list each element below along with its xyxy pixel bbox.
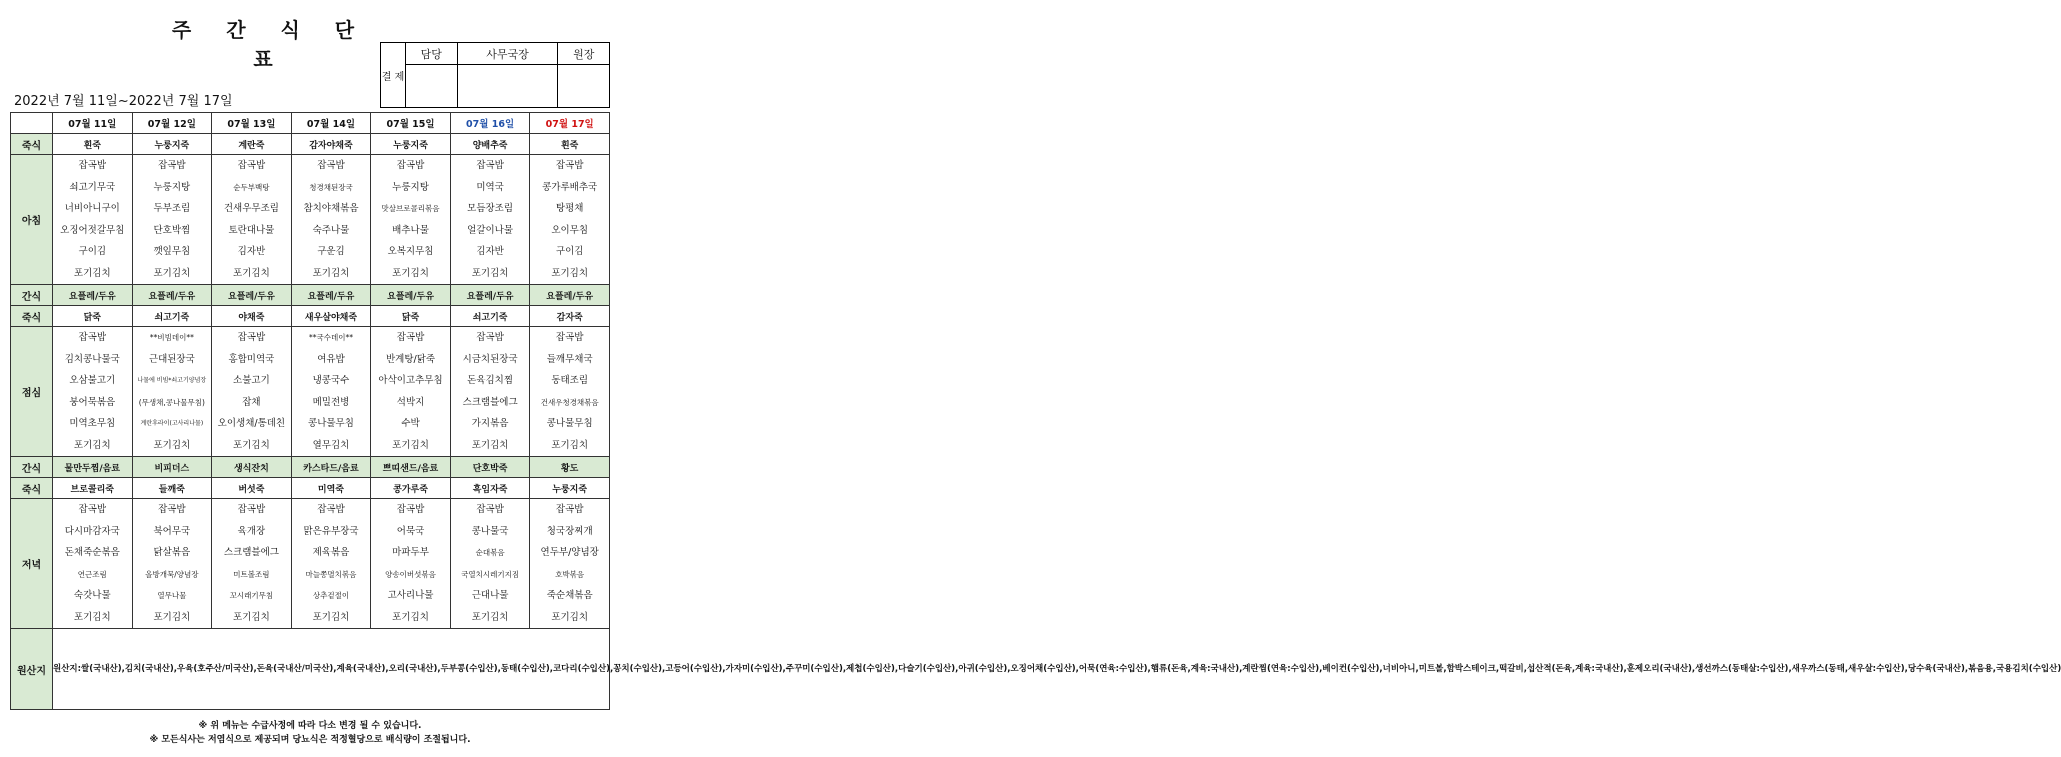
meal-cell — [212, 499, 292, 629]
dish: 소불고기 — [233, 375, 270, 386]
dish: 잡곡밥 — [78, 332, 107, 343]
approval-side-label: 결 제 — [381, 43, 406, 108]
meal-cell — [530, 327, 610, 457]
porridge-cell: 계란죽 — [212, 134, 292, 155]
approval-sign-director[interactable] — [558, 65, 610, 108]
dish: 오이무침 — [551, 224, 589, 236]
dish: 나물에 비빔*쇠고기양념장 — [137, 377, 207, 384]
dish: 호박볶음 — [555, 569, 585, 579]
dish: 시금치된장국 — [462, 353, 518, 365]
meal-cell — [450, 499, 530, 629]
day-header-row — [11, 113, 610, 134]
dish: 순두부백탕 — [233, 182, 270, 192]
porridge-cell: 쇠고기죽 — [450, 306, 530, 327]
dish: 포기김치 — [312, 611, 350, 623]
snack-cell: 비피더스 — [132, 457, 212, 478]
dish: 오삼불고기 — [69, 375, 116, 386]
dish: 잡곡밥 — [317, 160, 345, 171]
porridge-cell: 브로콜리죽 — [53, 478, 133, 499]
dish: 스크램블에그 — [223, 547, 279, 558]
dish: 상추겉절이 — [312, 591, 350, 600]
dish: 잡곡밥 — [396, 332, 425, 343]
porridge-cell: 감자죽 — [530, 306, 610, 327]
dish: 미역국 — [476, 181, 504, 193]
dish: 미역초무침 — [69, 418, 116, 429]
meal-cell — [212, 327, 292, 457]
dish: 건새우청경채볶음 — [540, 397, 599, 407]
dish: 북어무국 — [153, 525, 191, 537]
dish: 수박 — [401, 418, 420, 429]
porridge-cell: 야채죽 — [212, 306, 292, 327]
snack-cell: 요플레/두유 — [291, 285, 371, 306]
breakfast-row — [11, 155, 610, 285]
dish: 누룽지탕 — [392, 181, 429, 193]
dish: 포기김치 — [233, 611, 270, 623]
dish: 참치야채볶음 — [303, 203, 359, 214]
meal-cell — [371, 155, 451, 285]
dish: 반계탕/닭죽 — [385, 353, 436, 365]
dish: 잡곡밥 — [555, 160, 584, 171]
dish: 포기김치 — [471, 267, 509, 279]
approval-col-manager: 사무국장 — [457, 43, 558, 65]
snack-cell: 황도 — [530, 457, 610, 478]
meal-cell — [450, 327, 530, 457]
dish: 포기김치 — [233, 439, 270, 451]
dish: 맑은유부장국 — [303, 525, 359, 537]
dish: 잡곡밥 — [78, 504, 107, 515]
porridge-cell: 양배추죽 — [450, 134, 530, 155]
dinner-row — [11, 499, 610, 629]
dish: 어묵국 — [396, 525, 425, 537]
dish: 닭살볶음 — [153, 547, 191, 558]
meal-cell — [132, 327, 212, 457]
meal-cell — [371, 327, 451, 457]
dish: 포기김치 — [551, 267, 589, 279]
porridge-cell: 들깨죽 — [132, 478, 212, 499]
dish: 연근조림 — [77, 569, 107, 579]
meal-cell — [212, 155, 292, 285]
lunch-row — [11, 327, 610, 457]
snack-cell: 요플레/두유 — [530, 285, 610, 306]
dish: 메밀전병 — [312, 396, 350, 408]
dish: 꼬시래기무침 — [229, 591, 274, 600]
dish: 탕평채 — [555, 203, 584, 214]
dish: 마파두부 — [392, 547, 429, 558]
dish: 포기김치 — [73, 439, 111, 451]
dish: 포기김치 — [233, 267, 270, 279]
dish: 김치콩나물국 — [64, 353, 120, 365]
meal-cell — [530, 155, 610, 285]
porridge-cell: 누룽지죽 — [132, 134, 212, 155]
dish: 제육볶음 — [312, 547, 350, 558]
dish: 포기김치 — [153, 267, 191, 279]
dish: 잡곡밥 — [476, 160, 504, 171]
dish: 두부조림 — [153, 203, 191, 214]
snack-cell: 카스타드/음료 — [291, 457, 371, 478]
dish: 근대나물 — [471, 590, 509, 601]
row-label: 점심 — [11, 327, 53, 457]
dish: 숙주나물 — [312, 224, 350, 236]
dish: 올방개묵/양념장 — [145, 569, 199, 579]
porridge-cell: 흰죽 — [53, 134, 133, 155]
porridge-cell: 버섯죽 — [212, 478, 292, 499]
dish: 콩나물국 — [471, 525, 509, 537]
snack-cell: 요플레/두유 — [212, 285, 292, 306]
snack-cell: 쁘띠샌드/음료 — [371, 457, 451, 478]
dish: 건새우무조림 — [223, 203, 279, 214]
dish: 콩나물무침 — [308, 418, 354, 429]
porridge-cell: 흰죽 — [530, 134, 610, 155]
meal-cell — [291, 155, 371, 285]
porridge-cell: 미역죽 — [291, 478, 371, 499]
origin-row — [11, 629, 610, 710]
porridge-cell: 흑임자죽 — [450, 478, 530, 499]
dish: 단호박찜 — [153, 224, 191, 236]
menu-period: 2022년 7월 11일~2022년 7월 17일 — [14, 94, 233, 109]
snack-cell: 요플레/두유 — [53, 285, 133, 306]
meal-cell — [132, 155, 212, 285]
snack-cell: 요플레/두유 — [371, 285, 451, 306]
dish: 가지볶음 — [471, 418, 509, 429]
dish: 쇠고기무국 — [69, 181, 116, 193]
approval-sign-staff[interactable] — [406, 65, 458, 108]
dish: 포기김치 — [471, 439, 509, 451]
dish: 포기김치 — [551, 439, 589, 451]
dish: 미트볼조림 — [233, 569, 270, 579]
dish: 오이생채/통데친 — [217, 418, 286, 429]
day-header: 07월 15일 — [371, 113, 451, 134]
dish: 연두부/양념장 — [540, 547, 599, 558]
dish: 돈채죽순볶음 — [64, 547, 120, 558]
dish: 포기김치 — [312, 267, 350, 279]
dish: 잡채 — [242, 396, 261, 408]
dish: 포기김치 — [73, 267, 111, 279]
dish: 포기김치 — [153, 439, 191, 451]
dish: 잡곡밥 — [317, 504, 345, 515]
row-label: 죽식 — [11, 306, 53, 327]
dish: 콩가루배추국 — [542, 181, 598, 193]
dish: 잡곡밥 — [476, 504, 504, 515]
dish: 포기김치 — [392, 611, 429, 623]
snack-cell: 단호박죽 — [450, 457, 530, 478]
row-label: 죽식 — [11, 134, 53, 155]
dish: 토란대나물 — [228, 224, 275, 236]
dish: 열무김치 — [312, 439, 350, 451]
porridge-cell: 콩가루죽 — [371, 478, 451, 499]
dish: 포기김치 — [73, 611, 111, 623]
dish: 육개장 — [237, 525, 266, 537]
dish: 잡곡밥 — [555, 332, 584, 343]
dish: 누룽지탕 — [153, 181, 191, 193]
dish: 열무나물 — [157, 591, 187, 600]
meal-cell — [450, 155, 530, 285]
row-label: 원산지 — [11, 629, 53, 710]
footnote-menu-change: ※ 위 메뉴는 수급사정에 따라 다소 변경 될 수 있습니다. — [198, 721, 422, 731]
lunch-porridge-row — [11, 306, 610, 327]
dish: 포기김치 — [392, 267, 429, 279]
dish: 숙갓나물 — [73, 590, 111, 601]
footnote-diet-info: ※ 모든식사는 저염식으로 제공되며 당뇨식은 적정혈당으로 배식량이 조절됩니다. — [149, 735, 471, 745]
dish: **국수데이** — [308, 333, 353, 342]
dish: 아삭이고추무침 — [378, 375, 443, 386]
dish: 잡곡밥 — [78, 160, 107, 171]
row-label: 죽식 — [11, 478, 53, 499]
porridge-cell: 쇠고기죽 — [132, 306, 212, 327]
dish: 맛살브로콜리볶음 — [381, 204, 440, 213]
origin-info: 원산지:쌀(국내산),김치(국내산),우육(호주산/미국산),돈육(국내산/미국산),계육(국내산),오리(국내산),두부콩(수입산),동태(수입산),코다리(수입산),꽁치(수입산),고등어(수입산),가자미(수입산),주꾸미(수입산),제첩(수입산),다슬기(수입산),아귀(수입산),오징어채(수입산),어묵(연육:수입산),햄류(돈육,계육:국내산),계란찜(연육:수입산),베이컨(수입산),너비아니,미트볼,함박스테이크,떡갈비,섭산적(돈육,계육:국내산),훈제오리(국내산),생선까스(동태살:수입산),새우까스(동태,새우살:수입산),당수육(국내산),볶음용,국용김치(수입산) — [53, 629, 610, 710]
dinner-porridge-row — [11, 478, 610, 499]
dish: 죽순채볶음 — [546, 590, 593, 601]
dish: 잡곡밥 — [555, 504, 584, 515]
dish: 김자반 — [476, 246, 504, 257]
day-header-saturday: 07월 16일 — [450, 113, 530, 134]
dish: 김자반 — [237, 246, 266, 257]
day-header: 07월 11일 — [53, 113, 133, 134]
dish: 돈육김치찜 — [467, 375, 514, 386]
dish: 배추나물 — [392, 224, 429, 236]
day-header-sunday: 07월 17일 — [530, 113, 610, 134]
day-header: 07월 13일 — [212, 113, 292, 134]
dish: 너비아니구이 — [64, 203, 120, 214]
dish: 잡곡밥 — [237, 332, 266, 343]
dish: 스크램블에그 — [462, 396, 518, 408]
meal-cell — [132, 499, 212, 629]
meal-cell — [53, 327, 133, 457]
weekly-menu-table — [10, 112, 2061, 710]
meal-cell — [53, 155, 133, 285]
porridge-cell: 감자야채죽 — [291, 134, 371, 155]
day-header: 07월 14일 — [291, 113, 371, 134]
approval-table — [380, 42, 610, 108]
row-label: 간식 — [11, 285, 53, 306]
dish: 구이김 — [555, 246, 584, 257]
day-header: 07월 12일 — [132, 113, 212, 134]
meal-cell — [530, 499, 610, 629]
dish: 여유밥 — [317, 353, 345, 365]
snack-cell: 요플레/두유 — [450, 285, 530, 306]
dish: 마늘쫑멸치볶음 — [305, 569, 357, 579]
snack-cell: 생식잔치 — [212, 457, 292, 478]
page-title: 주 간 식 단 표 — [171, 18, 369, 71]
dish: 청국장찌개 — [546, 525, 593, 537]
dish: 홍합미역국 — [228, 353, 275, 365]
dish: 순대볶음 — [475, 548, 505, 557]
dish: 오복지무침 — [387, 246, 434, 257]
breakfast-porridge-row — [11, 134, 610, 155]
porridge-cell: 누룽지죽 — [530, 478, 610, 499]
dish: 잡곡밥 — [237, 504, 266, 515]
meal-cell — [291, 327, 371, 457]
dish: 고사리나물 — [387, 590, 434, 601]
snack-afternoon-row — [11, 457, 610, 478]
dish: 모듬장조림 — [467, 203, 514, 214]
row-label: 저녁 — [11, 499, 53, 629]
snack-cell: 요플레/두유 — [132, 285, 212, 306]
dish: 콩나물무침 — [546, 418, 593, 429]
dish: 잡곡밥 — [396, 160, 425, 171]
dish: 깻잎무침 — [153, 246, 191, 257]
porridge-cell: 누룽지죽 — [371, 134, 451, 155]
dish: 계란후라이(고사리나물) — [140, 420, 204, 427]
dish: 오징어젓갈무침 — [60, 224, 125, 236]
snack-morning-row — [11, 285, 610, 306]
dish: 청경채된장국 — [309, 182, 353, 192]
meal-cell — [53, 499, 133, 629]
dish: 국열치시레기지짐 — [461, 569, 520, 579]
dish: 잡곡밥 — [476, 332, 504, 343]
dish: 잡곡밥 — [237, 160, 266, 171]
dish: 잡곡밥 — [158, 504, 186, 515]
dish: 포기김치 — [153, 611, 191, 623]
dish: **비빔데이** — [149, 333, 194, 342]
dish: 냉콩국수 — [312, 375, 350, 386]
dish: (무생채,콩나물무침) — [138, 397, 205, 407]
dish: 붕어묵볶음 — [69, 396, 116, 408]
dish: 잡곡밥 — [158, 160, 186, 171]
dish: 포기김치 — [392, 439, 429, 451]
dish: 들깨무채국 — [546, 353, 593, 365]
meal-cell — [291, 499, 371, 629]
approval-col-staff: 담당 — [406, 43, 458, 65]
dish: 양송이버섯볶음 — [385, 569, 436, 579]
snack-cell: 물만두찜/음료 — [53, 457, 133, 478]
dish: 석박지 — [396, 396, 425, 408]
dish: 근대된장국 — [148, 353, 195, 365]
dish: 다시마감자국 — [64, 525, 120, 537]
row-label: 아침 — [11, 155, 53, 285]
dish: 얼갈이나물 — [467, 224, 514, 236]
row-label: 간식 — [11, 457, 53, 478]
corner-cell — [11, 113, 53, 134]
porridge-cell: 닭죽 — [371, 306, 451, 327]
approval-col-director: 원장 — [558, 43, 610, 65]
dish: 잡곡밥 — [396, 504, 425, 515]
dish: 동태조림 — [551, 375, 589, 386]
dish: 포기김치 — [471, 611, 509, 623]
approval-sign-manager[interactable] — [457, 65, 558, 108]
porridge-cell: 닭죽 — [53, 306, 133, 327]
meal-cell — [371, 499, 451, 629]
porridge-cell: 새우살야채죽 — [291, 306, 371, 327]
dish: 구이김 — [78, 246, 107, 257]
dish: 구운김 — [317, 246, 345, 257]
dish: 포기김치 — [551, 611, 589, 623]
